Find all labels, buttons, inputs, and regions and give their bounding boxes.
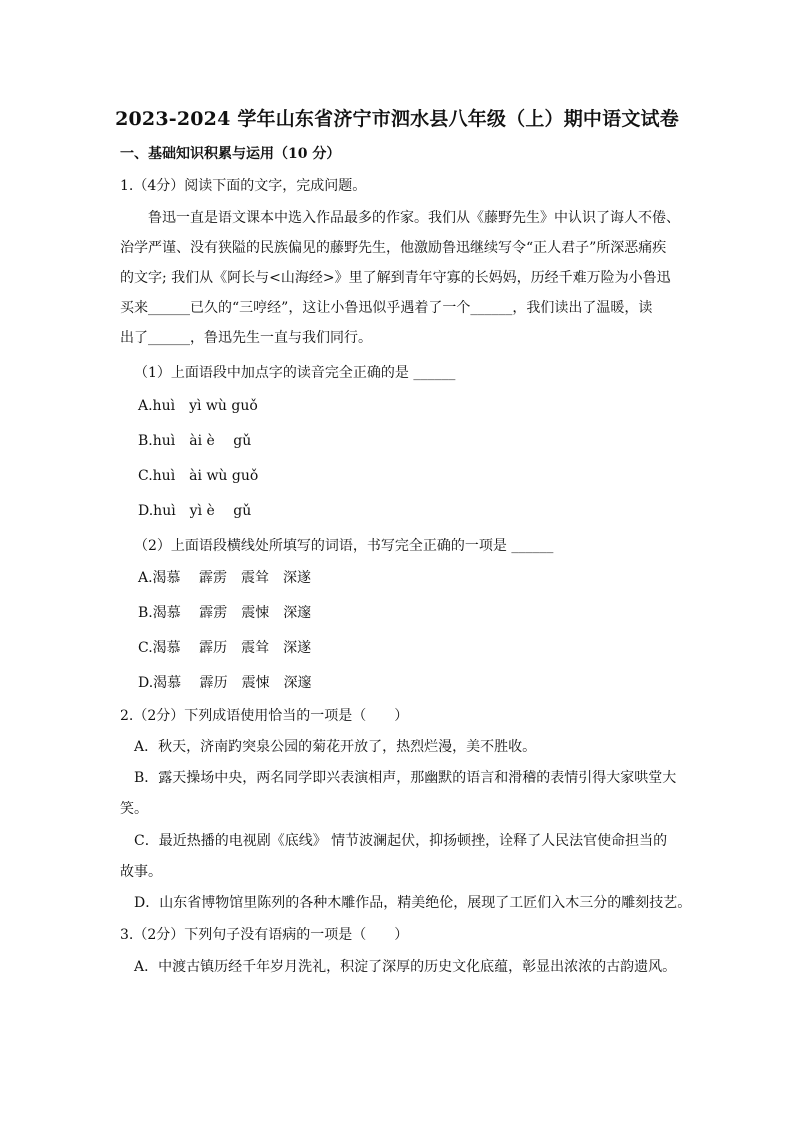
passage-line: 的文字; 我们从《阿长与<山海经>》里了解到青年守寡的长妈妈，历经千难万险为小鲁迅 bbox=[120, 270, 671, 286]
passage-line: 买来______已久的“三哼经”，这让小鲁迅似乎遇着了一个______，我们读出了温暖，读 bbox=[120, 300, 653, 316]
option-b: B.渴慕 霹雳 震悚 深邃 bbox=[138, 605, 312, 621]
option-b: B.huì ài è gǔ bbox=[138, 433, 252, 449]
option-a: A．秋天，济南趵突泉公园的菊花开放了，热烈烂漫，美不胜收。 bbox=[134, 739, 537, 755]
option-a: A.渴慕 霹雳 震耸 深遂 bbox=[138, 570, 312, 586]
option-c: C.渴慕 霹历 震耸 深遂 bbox=[138, 640, 312, 656]
sub-question-2: （2）上面语段横线处所填写的词语，书写完全正确的一项是 ______ bbox=[134, 538, 554, 554]
question-3-stem: 3.（2分）下列句子没有语病的一项是（ ） bbox=[120, 927, 409, 943]
passage-line: 出了______，鲁迅先生一直与我们同行。 bbox=[120, 330, 372, 346]
sub-question-1: （1）上面语段中加点字的读音完全正确的是 ______ bbox=[134, 365, 456, 381]
question-1-stem: 1.（4分）阅读下面的文字，完成问题。 bbox=[120, 178, 367, 194]
option-d: D．山东省博物馆里陈列的各种木雕作品，精美绝伦，展现了工匠们入木三分的雕刻技艺。 bbox=[134, 895, 692, 911]
option-d: D.huì yì è gǔ bbox=[138, 503, 252, 519]
passage-line: 治学严谨、没有狭隘的民族偏见的藤野先生，他激励鲁迅继续写令“正人君子”所深恶痛疾 bbox=[120, 240, 667, 256]
option-c-cont: 故事。 bbox=[120, 864, 162, 880]
option-b-cont: 笑。 bbox=[120, 801, 148, 817]
option-a: A.huì yì wù guǒ bbox=[138, 398, 258, 414]
option-b: B．露天操场中央，两名同学即兴表演相声，那幽默的语言和滑稽的表情引得大家哄堂大 bbox=[134, 770, 677, 786]
exam-title: 2023-2024 学年山东省济宁市泗水县八年级（上）期中语文试卷 bbox=[115, 108, 679, 130]
option-d: D.渴慕 霹历 震悚 深邃 bbox=[138, 675, 312, 691]
option-a: A．中渡古镇历经千年岁月洗礼，积淀了深厚的历史文化底蕴，彰显出浓浓的古韵遗风。 bbox=[134, 959, 677, 975]
question-2-stem: 2.（2分）下列成语使用恰当的一项是（ ） bbox=[120, 708, 409, 724]
option-c: C．最近热播的电视剧《底线》 情节波澜起伏，抑扬顿挫，诠释了人民法官使命担当的 bbox=[134, 833, 668, 849]
option-c: C.huì ài wù guǒ bbox=[138, 468, 259, 484]
section-heading: 一、基础知识积累与运用（10 分） bbox=[120, 146, 341, 162]
passage-line: 鲁迅一直是语文课本中选入作品最多的作家。我们从《藤野先生》中认识了诲人不倦、 bbox=[148, 210, 680, 226]
